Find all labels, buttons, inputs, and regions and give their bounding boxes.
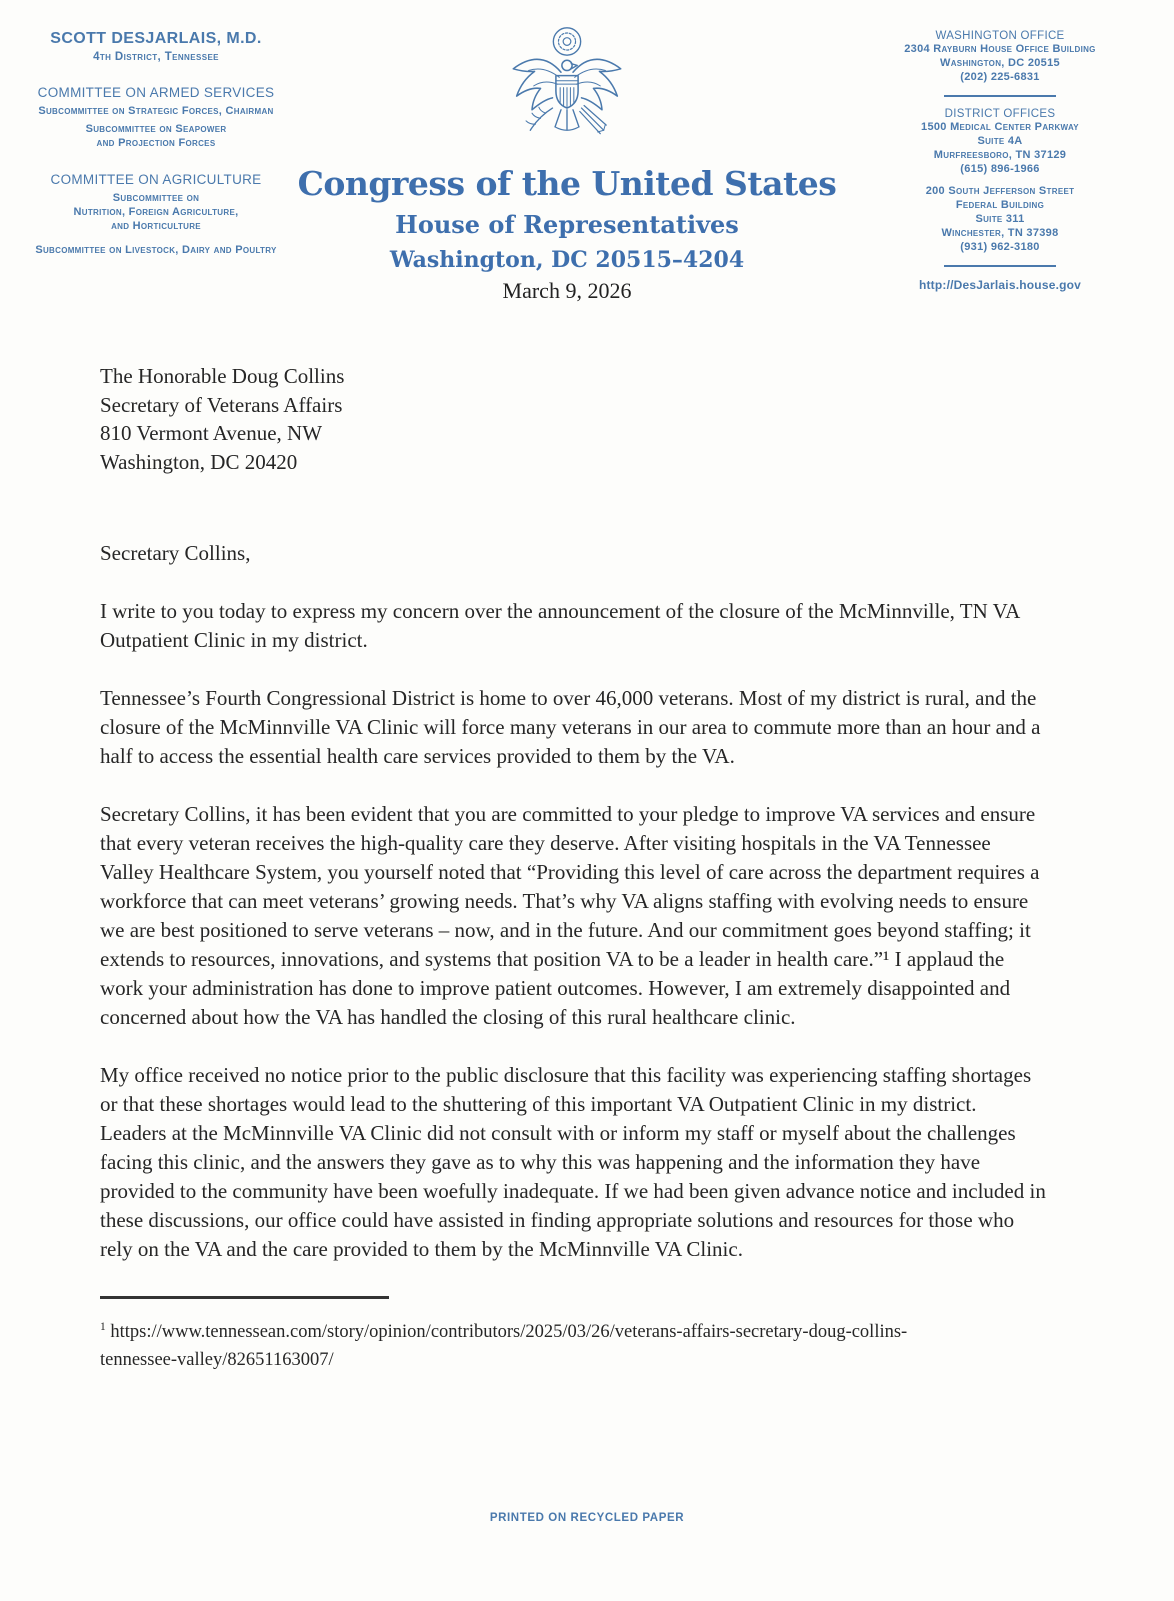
washington-office [870, 30, 1130, 84]
office-line: (615) 896-1966 [960, 163, 1040, 175]
letter-paragraph: My office received no notice prior to the public disclosure that this facility was experiencing staffing shortages or that these shortages would lead to the shuttering of this important VA Outpatient Clinic in my district. Leaders at the McMinnville VA Clinic did not consult with or inform my staff or myself about the challenges facing this clinic, and the answers they gave as to why this was happening and the information they have provided to the community have been woefully inadequate. If we had been given advance notice and included in these discussions, our office could have assisted in finding appropriate solutions and resources for those who rely on the VA and the care provided to them by the McMinnville VA Clinic. [100, 1063, 1046, 1261]
subcommittee-line: Nutrition, Foreign Agriculture, [73, 206, 239, 218]
district-offices [870, 108, 1130, 254]
footnote [100, 1313, 1048, 1374]
footnote-separator [100, 1296, 389, 1299]
office-line: Federal Building [955, 199, 1045, 211]
office-line: Suite 311 [975, 213, 1025, 225]
house-line: House of Representatives [395, 210, 739, 239]
subcommittee-line: Subcommittee on [112, 192, 200, 204]
office-divider [944, 95, 1056, 97]
footnote-url-part1: https://www.tennessean.com/story/opinion/contributors/2025/03/26/veterans-affairs-secretary-doug-collins- [110, 1322, 908, 1343]
committee-armed-services [6, 85, 306, 150]
recipient-line: Washington, DC 20420 [100, 449, 298, 474]
subcommittee-line: and Horticulture [111, 220, 201, 232]
letter-paragraph: Tennessee’s Fourth Congressional District is home to over 46,000 veterans. Most of my district is rural, and the closure of the McMinnville VA Clinic will force many veterans in our area to commute more than an hour and a half to access the essential health care services provided to them by the VA. [100, 686, 1041, 768]
subcommittee-line: Subcommittee on Livestock, Dairy and Poultry [35, 244, 277, 256]
letterhead-member-block [6, 30, 306, 257]
member-name: SCOTT DESJARLAIS, M.D. [50, 30, 262, 47]
committee-title: COMMITTEE ON ARMED SERVICES [37, 85, 275, 100]
office-line: Murfreesboro, TN 37129 [933, 149, 1067, 161]
office-title: DISTRICT OFFICES [944, 108, 1056, 120]
recipient-line: 810 Vermont Avenue, NW [100, 421, 323, 445]
salutation: Secretary Collins, [100, 541, 251, 565]
subcommittee-line: Subcommittee on Seapower [85, 123, 227, 135]
footnote-line [100, 1313, 1048, 1346]
letter-paragraph: Secretary Collins, it has been evident that you are committed to your pledge to improve VA services and ensure that every veteran receives the high-quality care they deserve. After visiting hospitals in the VA Tennessee Valley Healthcare System, you yourself noted that “Providing this level of care across the department requires a workforce that can meet veterans’ growing needs. That’s why VA aligns staffing with evolving needs to ensure we are best positioned to serve veterans – now, and in the future. And our commitment goes beyond staffing; it extends to resources, innovations, and systems that position VA to be a leader in health care.”¹ I applaud the work your administration has done to improve patient outcomes. However, I am extremely disappointed and concerned about how the VA has handled the closing of this rural healthcare clinic. [100, 802, 1040, 1029]
recipient-line: Secretary of Veterans Affairs [100, 392, 343, 417]
recipient-address [100, 362, 1048, 476]
recycled-paper-note: PRINTED ON RECYCLED PAPER [489, 1512, 685, 1524]
congress-line: Congress of the United States [297, 164, 837, 203]
letter-paragraph: I write to you today to express my concern over the announcement of the closure of the McMinnville, TN VA Outpatient Clinic in my district. [100, 599, 1020, 652]
member-district: 4th District, Tennessee [93, 51, 219, 63]
winchester-office [870, 184, 1130, 254]
committee-title: COMMITTEE ON AGRICULTURE [50, 172, 262, 187]
office-line: (931) 962-3180 [960, 241, 1040, 253]
footnote-url-part2: tennessee-valley/82651163007/ [100, 1350, 334, 1371]
great-seal-eagle-icon [503, 20, 631, 162]
recipient-line: The Honorable Doug Collins [100, 364, 345, 388]
letterhead-offices-block [870, 30, 1130, 292]
letter-date: March 9, 2026 [502, 278, 632, 303]
city-zip-line: Washington, DC 20515–4204 [389, 247, 745, 273]
office-line: Suite 4A [977, 135, 1023, 147]
office-line: 1500 Medical Center Parkway [921, 121, 1079, 133]
office-line: 2304 Rayburn House Office Building [904, 43, 1096, 55]
page-footer [0, 1512, 1174, 1524]
footnote-marker: 1 [100, 1321, 106, 1333]
office-line: 200 South Jefferson Street [925, 185, 1075, 197]
office-line: Washington, DC 20515 [940, 57, 1060, 69]
letterhead-center [287, 20, 847, 304]
subcommittee-line: Subcommittee on Strategic Forces, Chairman [38, 105, 274, 117]
member-website: http://DesJarlais.house.gov [918, 278, 1082, 292]
letter-body [100, 362, 1048, 1374]
office-divider [944, 265, 1056, 267]
office-line: (202) 225-6831 [960, 71, 1040, 83]
subcommittee-line: and Projection Forces [96, 137, 216, 149]
committee-agriculture [6, 172, 306, 233]
office-line: Winchester, TN 37398 [941, 227, 1059, 239]
office-title: WASHINGTON OFFICE [935, 30, 1065, 42]
